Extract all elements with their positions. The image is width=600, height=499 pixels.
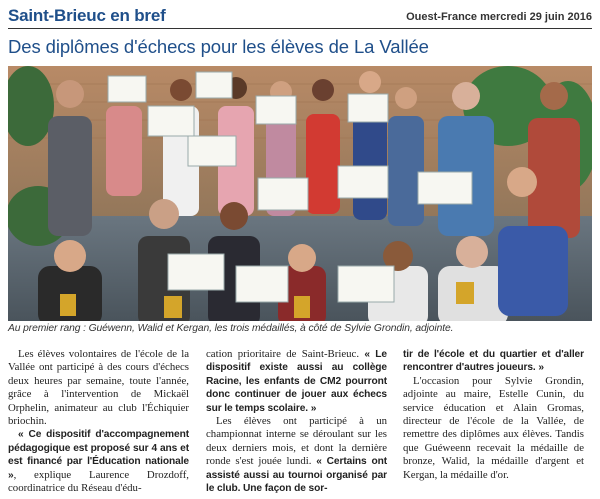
section-title: Saint-Brieuc en bref xyxy=(8,6,166,25)
quote: « Certains ont assisté aussi au tournoi organisé par le club. Une façon de sor- xyxy=(206,456,387,495)
group-photo-illustration xyxy=(8,66,592,321)
paragraph xyxy=(403,348,584,375)
paragraph-text: cation prioritaire de Saint-Brieuc. xyxy=(206,348,360,360)
paragraph xyxy=(206,415,387,495)
paragraph: L'occasion pour Sylvie Grondin, adjointe au maire, Estelle Cunin, du service éducation et Alain Gromas, directeur de l'école de la Vallée, de remettre des diplômes aux élèves. Tandis que Guéweenn recevait la médaille de bronze, Walid, la médaille d'argent et Kergan, la médaille d'or. xyxy=(403,374,584,481)
article-column-1 xyxy=(8,348,189,495)
quote: tir de l'école et du quartier et d'aller rencontrer d'autres joueurs. » xyxy=(403,349,584,374)
article-column-3 xyxy=(403,348,584,482)
publication-date: Ouest-France mercredi 29 juin 2016 xyxy=(406,11,592,23)
paragraph xyxy=(206,348,387,415)
quote: « Le dispositif existe aussi au collège Racine, les enfants de CM2 pourront donc continuer de jouer aux échecs sur le temps scolaire. » xyxy=(206,349,387,414)
article-column-2 xyxy=(206,348,387,495)
paragraph-tail: , explique Laurence Drozdoff, coordinatrice du Réseau d'édu- xyxy=(8,468,189,495)
paragraph xyxy=(8,428,189,495)
photo-caption: Au premier rang : Guéwenn, Walid et Kergan, les trois médaillés, à côté de Sylvie Grondin, adjointe. xyxy=(8,323,454,334)
page-header xyxy=(8,6,592,29)
paragraph-text: Les élèves ont participé à un championnat interne se déroulant sur les deux derniers mois, et dont la dernière ronde s'est jouée lundi. xyxy=(206,415,387,468)
quote: « Ce dispositif d'accompagnement pédagogique est proposé sur 4 ans et est financé par l'Éducation nationale » xyxy=(8,429,189,481)
article-headline: Des diplômes d'échecs pour les élèves de La Vallée xyxy=(8,36,429,57)
group-photo xyxy=(8,66,592,321)
paragraph: Les élèves volontaires de l'école de la Vallée ont participé à des cours d'échecs deux heures par semaine, toute l'année, grâce à l'intervention de Mickaël Orphelin, animateur au club l'Échiquier briochin. xyxy=(8,348,189,428)
